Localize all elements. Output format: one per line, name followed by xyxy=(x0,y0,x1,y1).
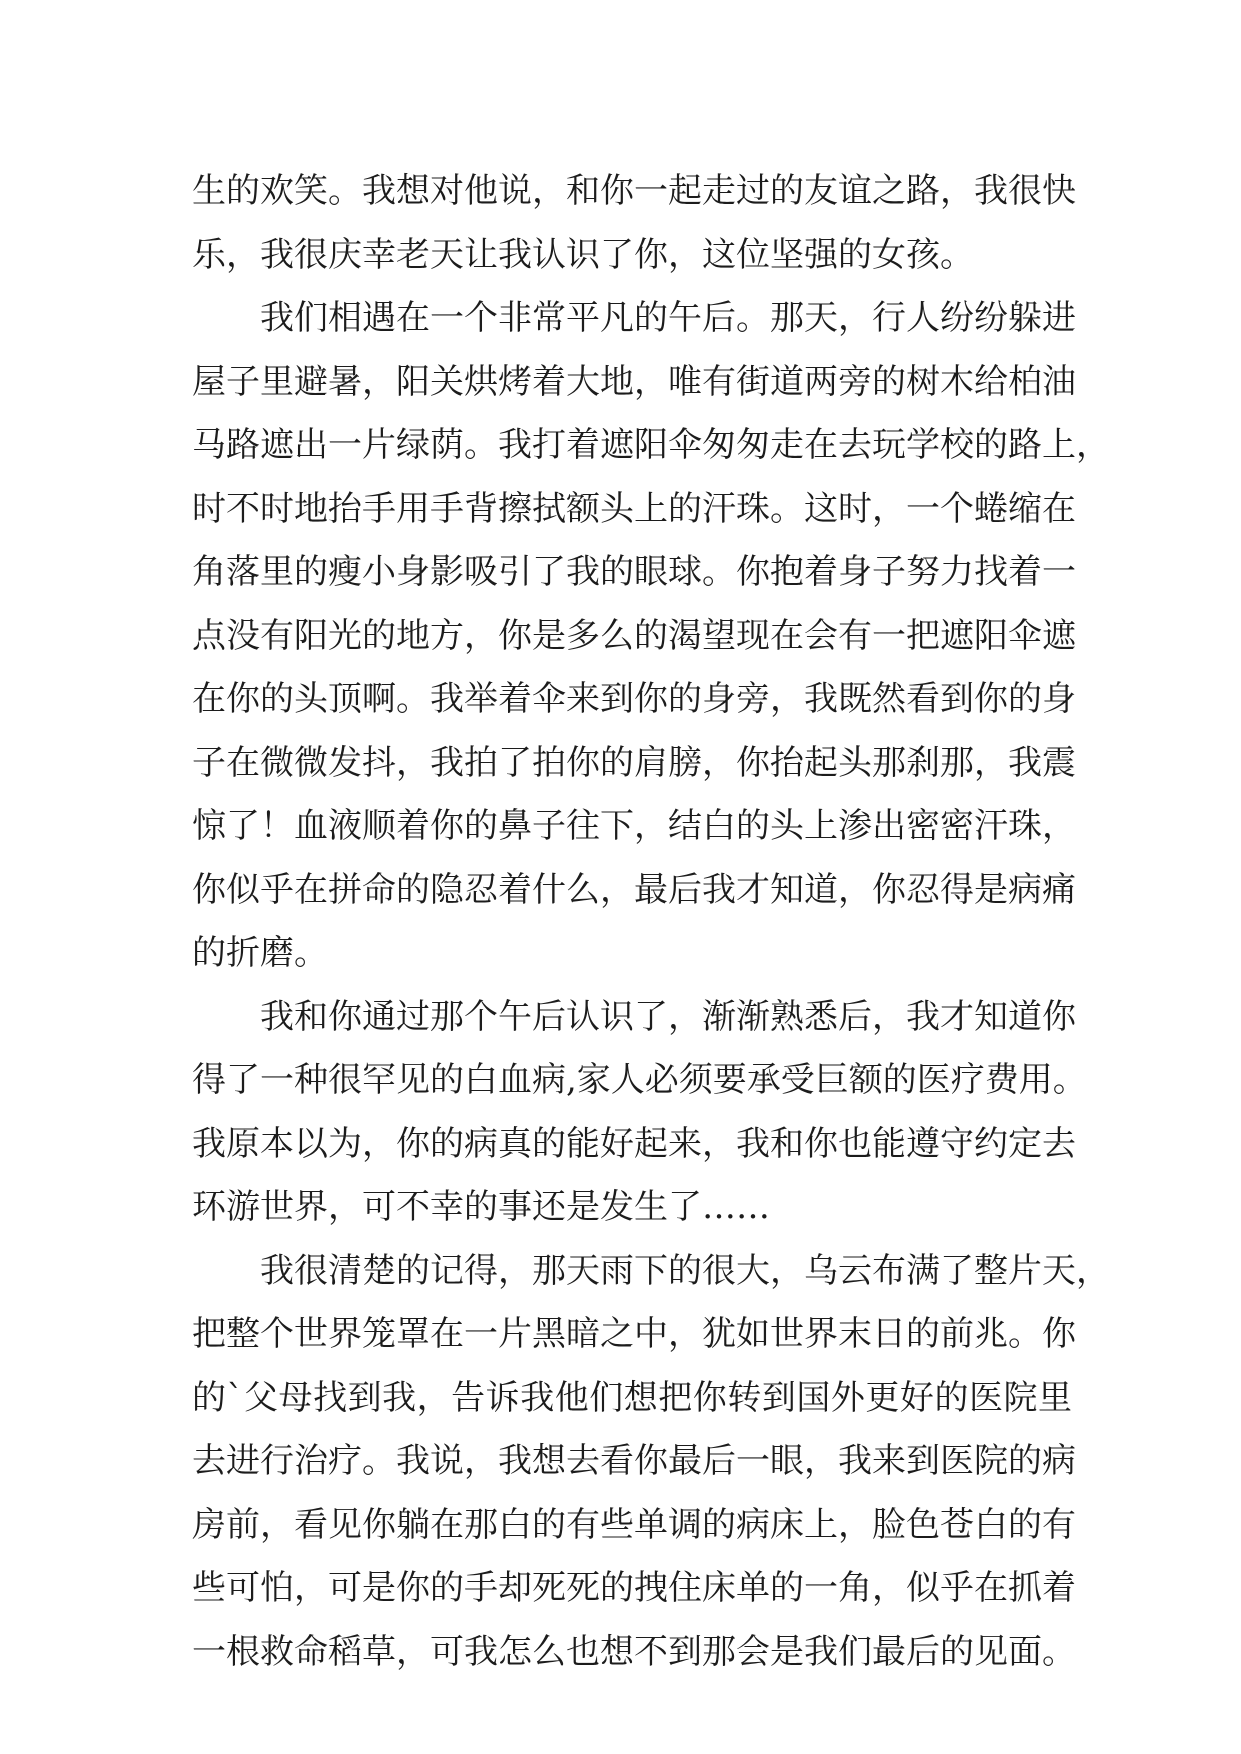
paragraph-first-line: 我们相遇在一个非常平凡的午后。那天，行人纷纷躲进 xyxy=(260,298,1076,338)
text-line: 房前，看见你躺在那白的有些单调的病床上，脸色苍白的有 xyxy=(192,1504,1076,1545)
text-line: 子在微微发抖，我拍了拍你的肩膀，你抬起头那刹那，我震 xyxy=(192,742,1076,783)
text-line: 环游世界，可不幸的事还是发生了…… xyxy=(192,1187,770,1227)
text-line: 在你的头顶啊。我举着伞来到你的身旁，我既然看到你的身 xyxy=(192,679,1076,719)
text-line: 得了一种很罕见的白血病,家人必须要承受巨额的医疗费用。 xyxy=(192,1060,1087,1100)
text-line: 的`父母找到我，告诉我他们想把你转到国外更好的医院里 xyxy=(192,1377,1072,1418)
text-line: 屋子里避暑，阳关烘烤着大地，唯有街道两旁的树木给柏油 xyxy=(192,361,1076,402)
text-line: 惊了！血液顺着你的鼻子往下，结白的头上渗出密密汗珠， xyxy=(192,806,1076,846)
text-line: 点没有阳光的地方，你是多么的渴望现在会有一把遮阳伞遮 xyxy=(192,615,1076,656)
text-line: 去进行治疗。我说，我想去看你最后一眼，我来到医院的病 xyxy=(192,1441,1076,1481)
text-line: 些可怕，可是你的手却死死的拽住床单的一角，似乎在抓着 xyxy=(192,1568,1076,1608)
text-line: 角落里的瘦小身影吸引了我的眼球。你抱着身子努力找着一 xyxy=(192,552,1076,592)
text-line: 时不时地抬手用手背擦拭额头上的汗珠。这时，一个蜷缩在 xyxy=(192,488,1076,529)
text-line: 把整个世界笼罩在一片黑暗之中，犹如世界末日的前兆。你 xyxy=(192,1314,1076,1354)
body-text xyxy=(192,160,1110,1684)
text-line: 生的欢笑。我想对他说，和你一起走过的友谊之路，我很快 xyxy=(192,171,1076,211)
text-line: 的折磨。 xyxy=(192,933,328,973)
text-line: 我原本以为，你的病真的能好起来，我和你也能遵守约定去 xyxy=(192,1123,1076,1164)
paragraph-first-line: 我很清楚的记得，那天雨下的很大，乌云布满了整片天， xyxy=(260,1250,1110,1291)
text-line: 乐，我很庆幸老天让我认识了你，这位坚强的女孩。 xyxy=(192,234,974,275)
text-line: 你似乎在拼命的隐忍着什么，最后我才知道，你忍得是病痛 xyxy=(192,869,1076,910)
text-line: 一根救命稻草，可我怎么也想不到那会是我们最后的见面。 xyxy=(192,1631,1076,1672)
paragraph-first-line: 我和你通过那个午后认识了，渐渐熟悉后，我才知道你 xyxy=(260,996,1076,1037)
text-line: 马路遮出一片绿荫。我打着遮阳伞匆匆走在去玩学校的路上， xyxy=(192,425,1110,465)
